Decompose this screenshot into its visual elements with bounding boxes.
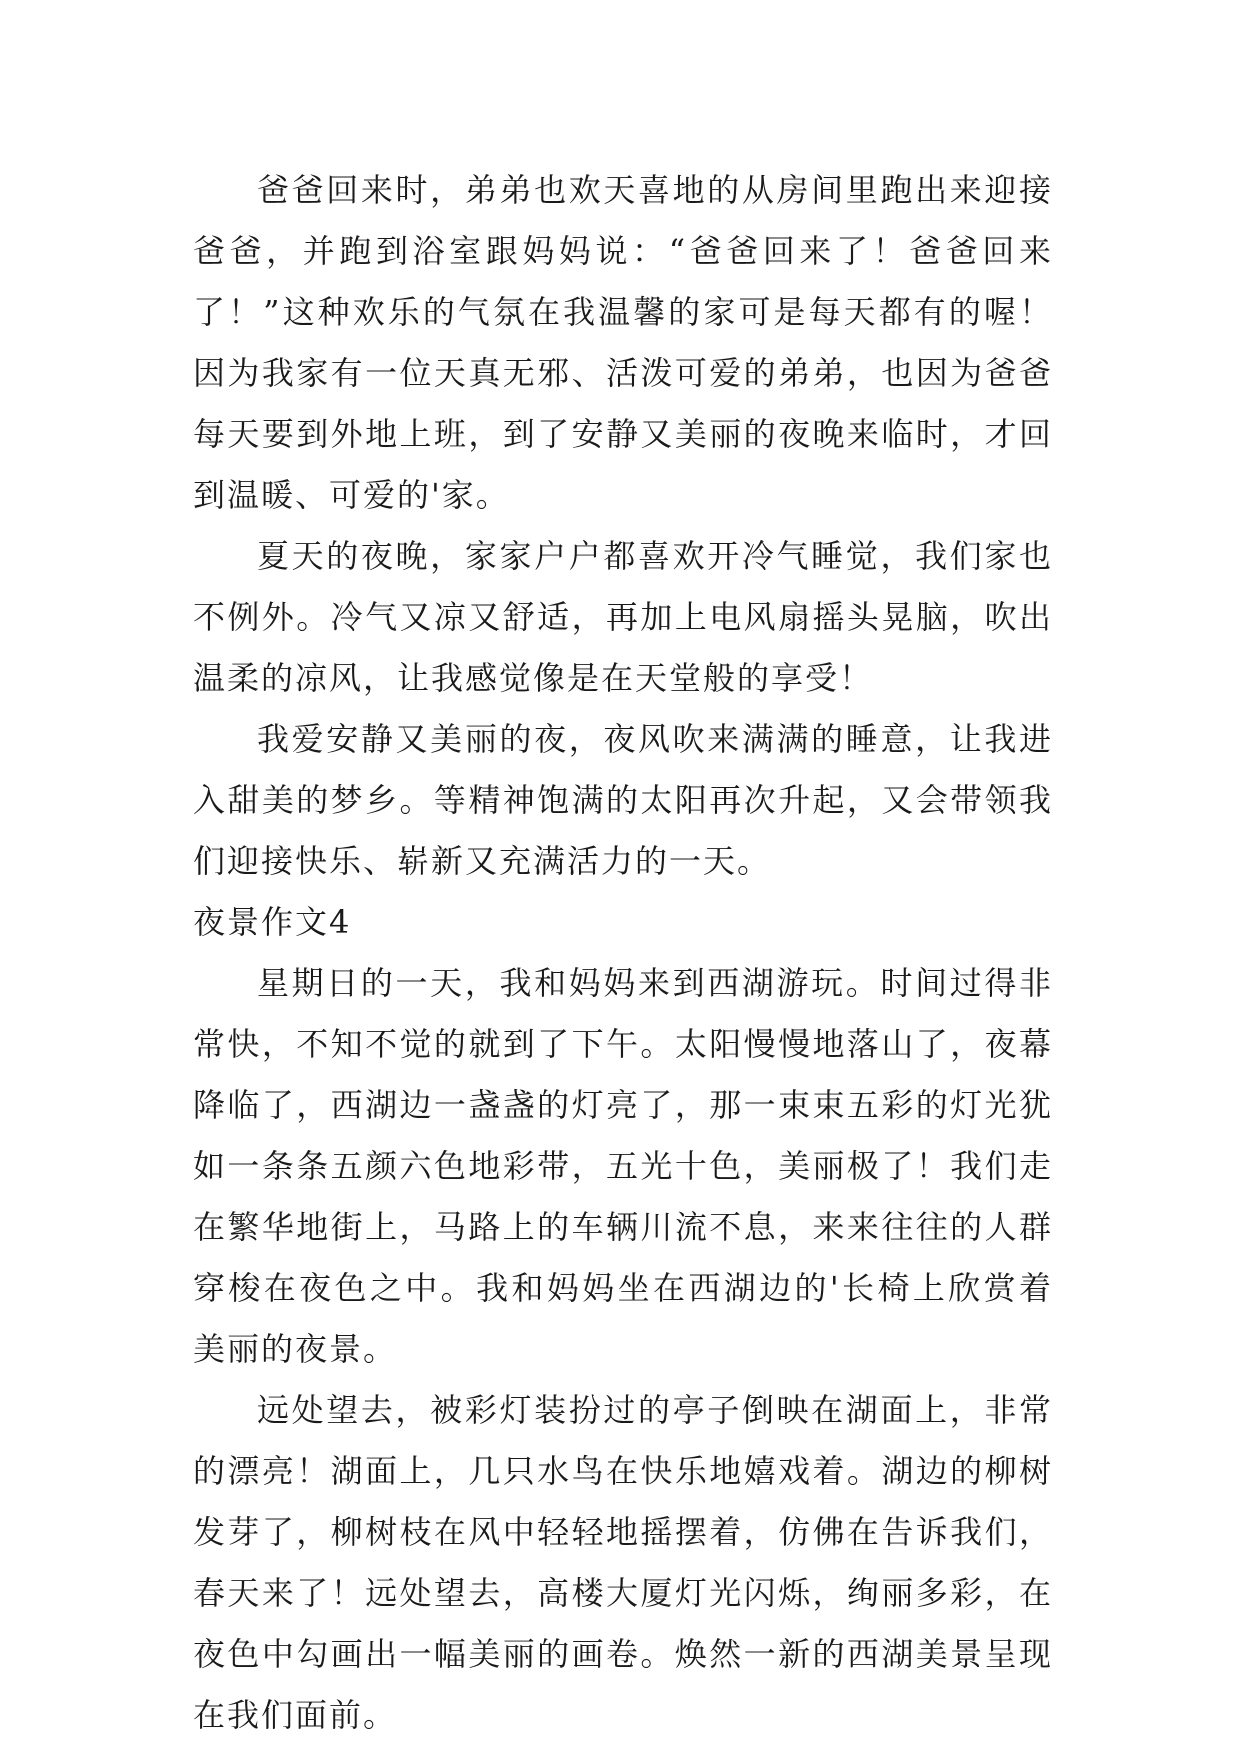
paragraph-summer-night: 夏天的夜晚，家家户户都喜欢开冷气睡觉，我们家也不例外。冷气又凉又舒适，再加上电风扇摇头晃脑，吹出温柔的凉风，让我感觉像是在天堂般的享受！ (193, 537, 1053, 697)
section-heading: 夜景作文4 (193, 903, 352, 941)
paragraph-dad-returns: 爸爸回来时，弟弟也欢天喜地的从房间里跑出来迎接爸爸，并跑到浴室跟妈妈说：“爸爸回来了！爸爸回来了！”这种欢乐的气氛在我温馨的家可是每天都有的喔！因为我家有一位天真无邪、活泼可爱的弟弟，也因为爸爸每天要到外地上班，到了安静又美丽的夜晚来临时，才回到温暖、可爱的'家。 (193, 171, 1053, 514)
document-page (193, 160, 1053, 1746)
paragraph-quiet-night: 我爱安静又美丽的夜，夜风吹来满满的睡意，让我进入甜美的梦乡。等精神饱满的太阳再次升起，又会带领我们迎接快乐、崭新又充满活力的一天。 (193, 720, 1053, 880)
paragraph-west-lake-view: 远处望去，被彩灯装扮过的亭子倒映在湖面上，非常的漂亮！湖面上，几只水鸟在快乐地嬉戏着。湖边的柳树发芽了，柳树枝在风中轻轻地摇摆着，仿佛在告诉我们，春天来了！远处望去，高楼大厦灯光闪烁，绚丽多彩，在夜色中勾画出一幅美丽的画卷。焕然一新的西湖美景呈现在我们面前。 (193, 1391, 1053, 1734)
paragraph-west-lake-visit: 星期日的一天，我和妈妈来到西湖游玩。时间过得非常快，不知不觉的就到了下午。太阳慢慢地落山了，夜幕降临了，西湖边一盏盏的灯亮了，那一束束五彩的灯光犹如一条条五颜六色地彩带，五光十色，美丽极了！我们走在繁华地街上，马路上的车辆川流不息，来来往往的人群穿梭在夜色之中。我和妈妈坐在西湖边的'长椅上欣赏着美丽的夜景。 (193, 964, 1053, 1368)
